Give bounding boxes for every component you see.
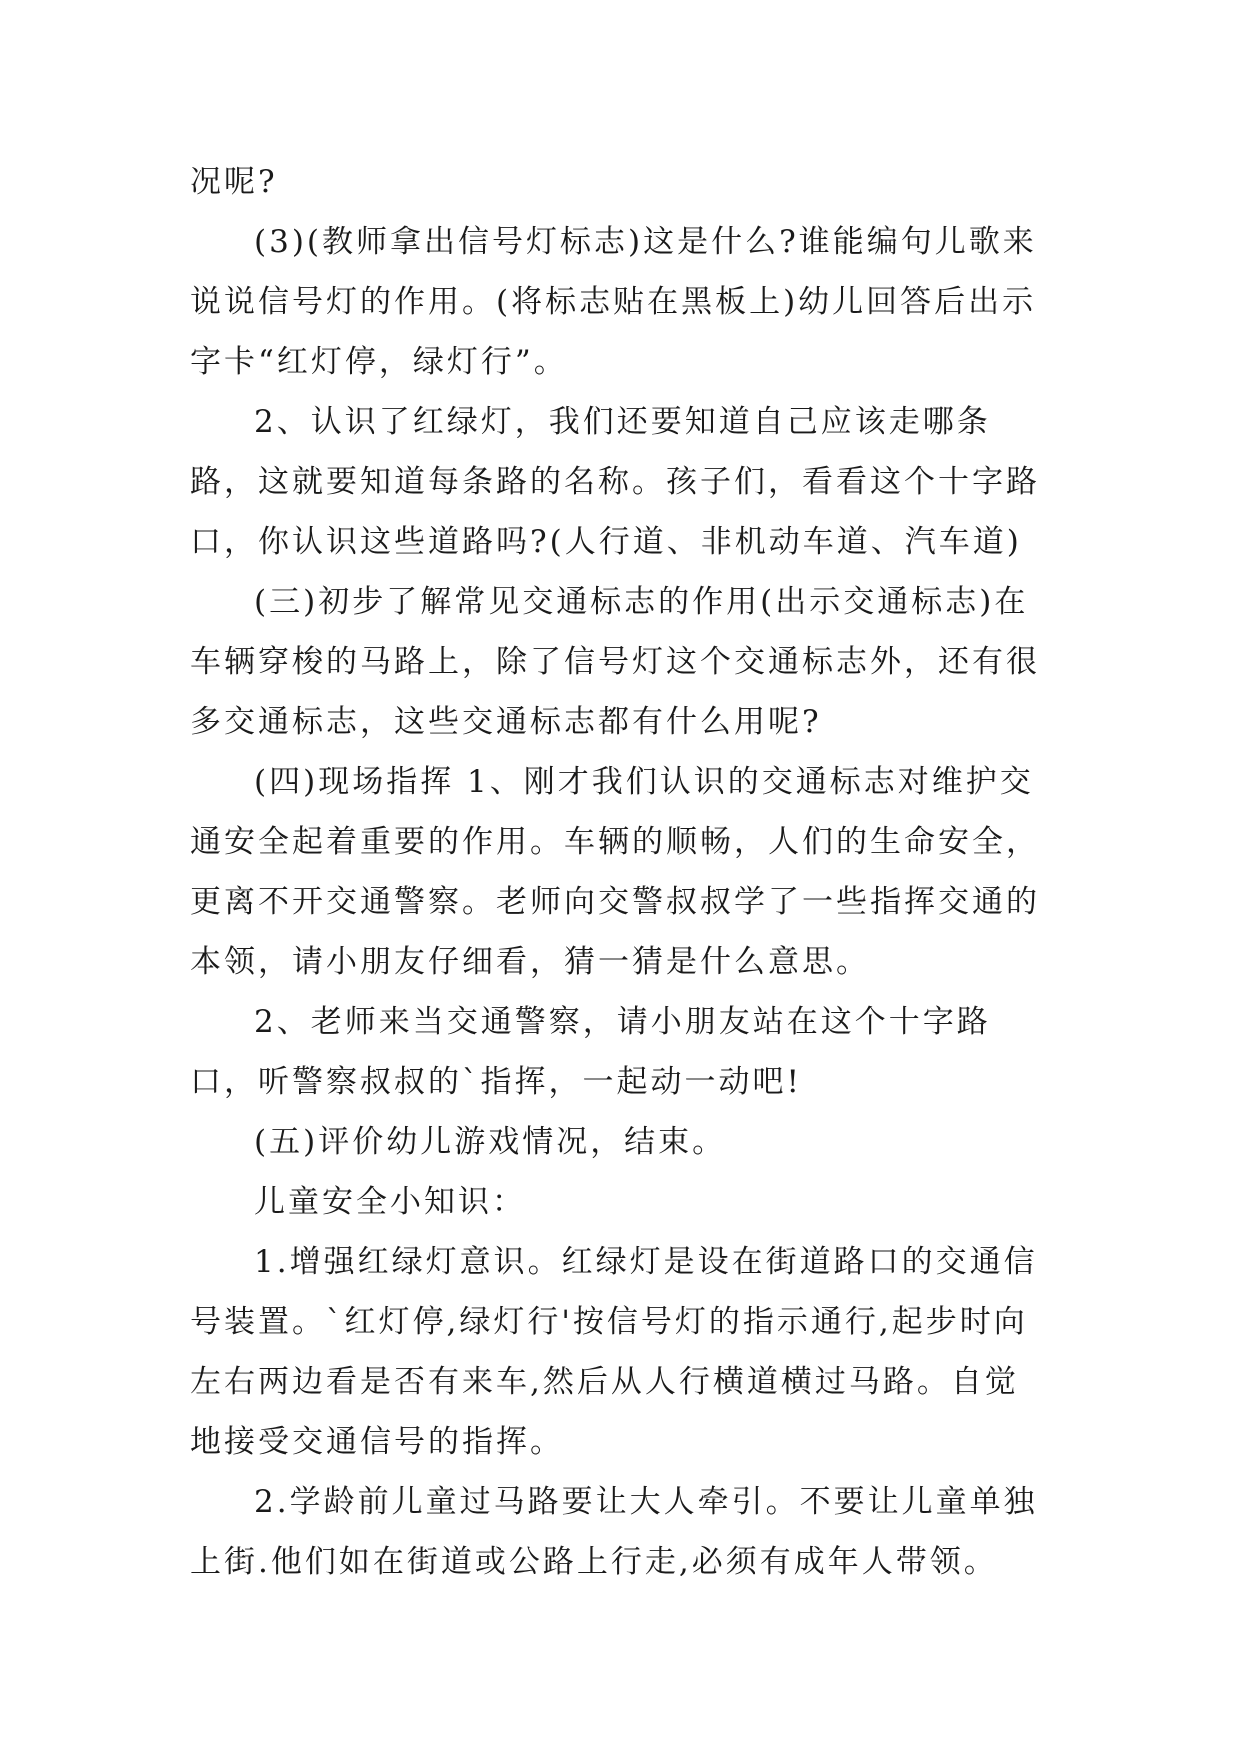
paragraph-road-names: 2、认识了红绿灯，我们还要知道自己应该走哪条路，这就要知道每条路的名称。孩子们，看看这个十字路口，你认识这些道路吗?(人行道、非机动车道、汽车道) xyxy=(190,404,1040,560)
paragraph-signal-light: (3)(教师拿出信号灯标志)这是什么?谁能编句儿歌来说说信号灯的作用。(将标志贴在黑板上)幼儿回答后出示字卡“红灯停，绿灯行”。 xyxy=(190,224,1037,380)
paragraph-evaluation: (五)评价幼儿游戏情况，结束。 xyxy=(254,1124,727,1160)
paragraph-continuation: 况呢? xyxy=(190,164,278,200)
paragraph-safety-tip-1: 1.增强红绿灯意识。红绿灯是设在街道路口的交通信号装置。`红灯停,绿灯行'按信号灯的指示通行,起步时向左右两边看是否有来车,然后从人行横道横过马路。自觉地接受交通信号的指挥。 xyxy=(190,1244,1038,1460)
paragraph-teacher-police: 2、老师来当交通警察，请小朋友站在这个十字路口，听警察叔叔的`指挥，一起动一动吧! xyxy=(190,1004,991,1100)
paragraph-traffic-signs: (三)初步了解常见交通标志的作用(出示交通标志)在车辆穿梭的马路上，除了信号灯这个交通标志外，还有很多交通标志，这些交通标志都有什么用呢? xyxy=(190,584,1040,740)
section-heading-safety-knowledge: 儿童安全小知识： xyxy=(254,1184,526,1220)
document-body xyxy=(190,152,1050,1592)
paragraph-on-site-command: (四)现场指挥 1、刚才我们认识的交通标志对维护交通安全起着重要的作用。车辆的顺畅，人们的生命安全，更离不开交通警察。老师向交警叔叔学了一些指挥交通的本领，请小朋友仔细看，猜一猜是什么意思。 xyxy=(190,764,1040,980)
paragraph-safety-tip-2: 2.学龄前儿童过马路要让大人牵引。不要让儿童单独上街.他们如在街道或公路上行走,必须有成年人带领。 xyxy=(190,1484,1038,1580)
